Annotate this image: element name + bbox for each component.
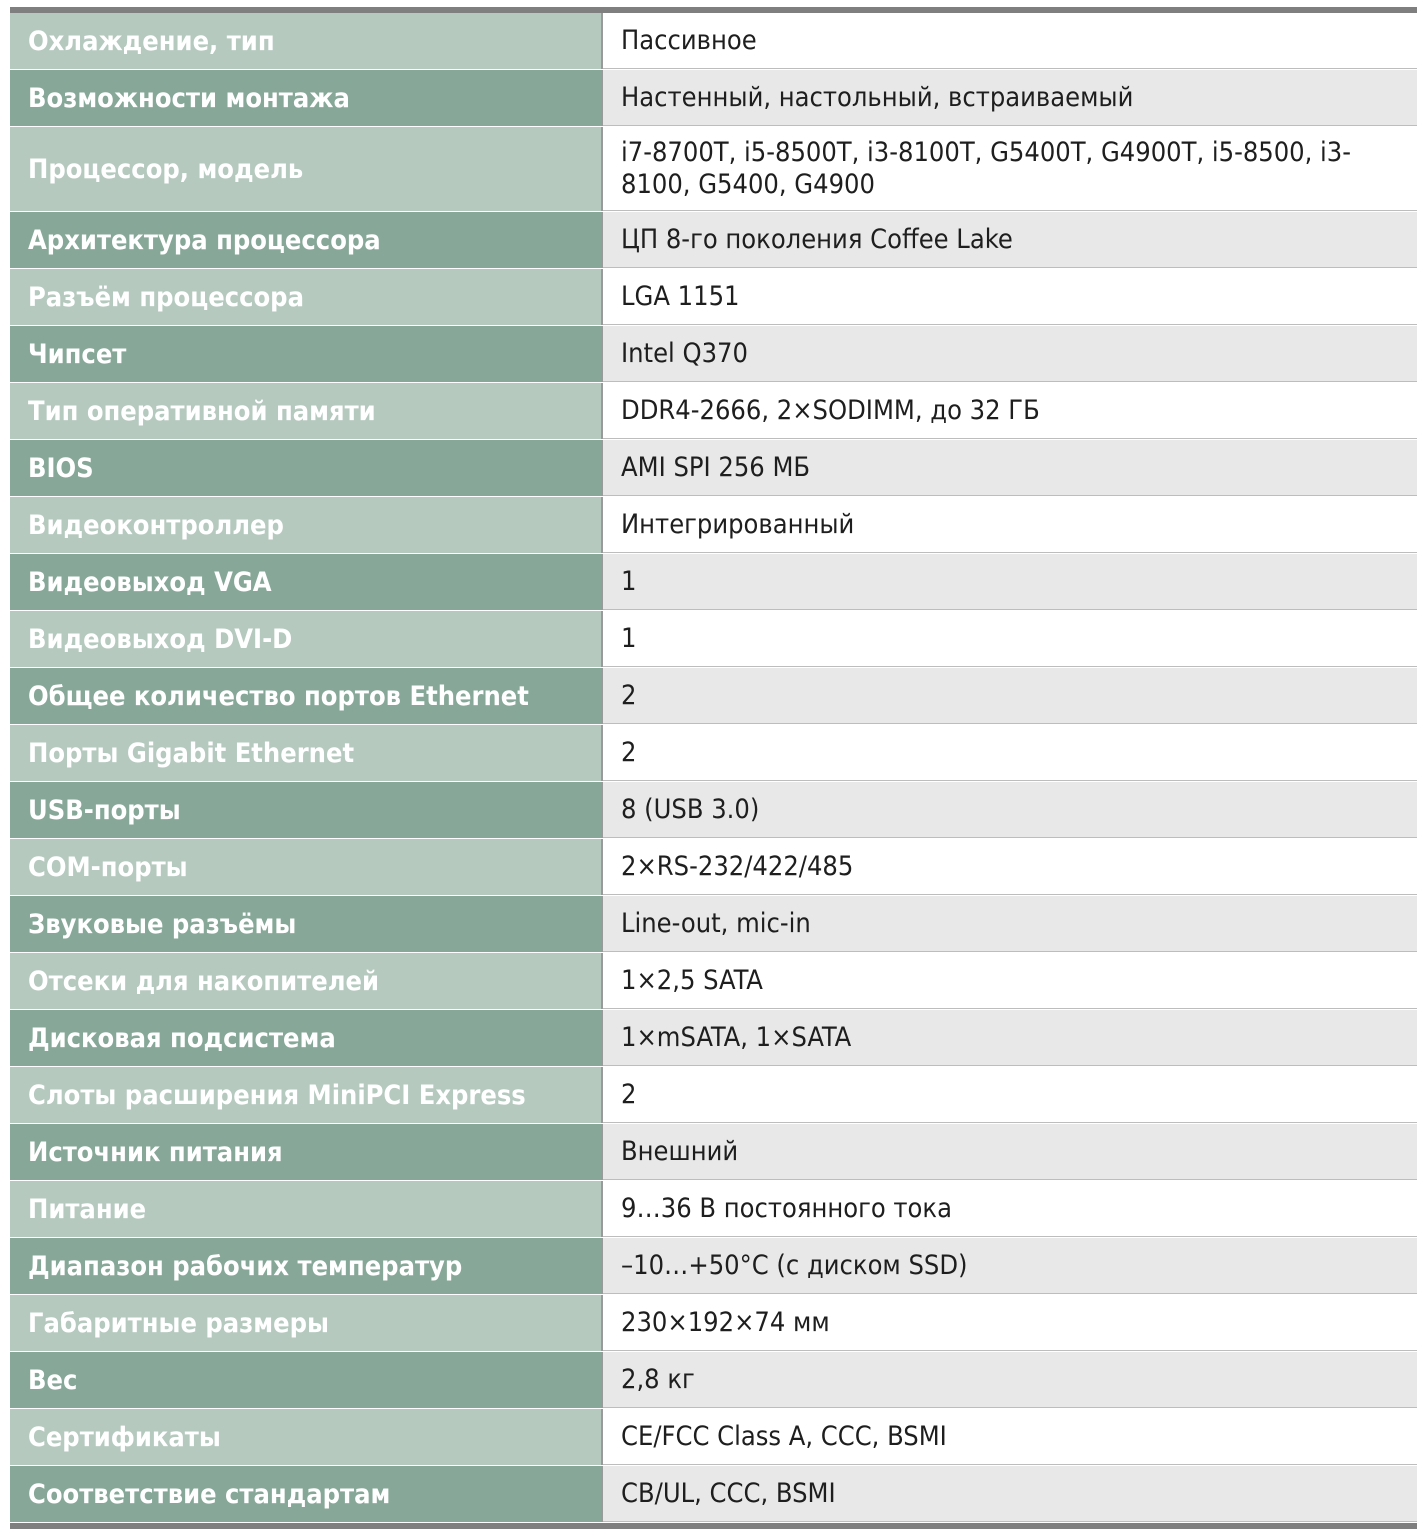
table-row: [10, 1181, 1417, 1238]
table-row: [10, 383, 1417, 440]
row-label: Процессор, модель: [10, 127, 603, 211]
row-label: Порты Gigabit Ethernet: [10, 725, 603, 781]
table-row: [10, 1067, 1417, 1124]
table-row: [10, 725, 1417, 782]
row-label: Соответствие стандартам: [10, 1466, 603, 1522]
row-value: 2,8 кг: [603, 1352, 1417, 1408]
row-label: Отсеки для накопителей: [10, 953, 603, 1009]
row-value: Line-out, mic-in: [603, 896, 1417, 952]
table-row: [10, 668, 1417, 725]
row-label: Сертификаты: [10, 1409, 603, 1465]
row-label: Общее количество портов Ethernet: [10, 668, 603, 724]
table-row: [10, 1466, 1417, 1523]
table-row: [10, 212, 1417, 269]
table-row: [10, 1409, 1417, 1466]
table-row: [10, 1238, 1417, 1295]
table-row: [10, 326, 1417, 383]
table-row: [10, 1010, 1417, 1067]
row-label: Чипсет: [10, 326, 603, 382]
row-value: ЦП 8-го поколения Coffee Lake: [603, 212, 1417, 268]
row-value: CE/FCC Class A, CCC, BSMI: [603, 1409, 1417, 1465]
row-value: –10…+50°C (с диском SSD): [603, 1238, 1417, 1294]
table-row: [10, 953, 1417, 1010]
table-row: [10, 497, 1417, 554]
row-label: COM-порты: [10, 839, 603, 895]
table-row: [10, 839, 1417, 896]
row-value: Внешний: [603, 1124, 1417, 1180]
row-value: 1×mSATA, 1×SATA: [603, 1010, 1417, 1066]
row-label: Дисковая подсистема: [10, 1010, 603, 1066]
row-label: Видеоконтроллер: [10, 497, 603, 553]
row-value: 2×RS-232/422/485: [603, 839, 1417, 895]
row-label: Вес: [10, 1352, 603, 1408]
table-row: [10, 1124, 1417, 1181]
table-row: [10, 1352, 1417, 1409]
spec-table: [10, 7, 1417, 1529]
row-label: BIOS: [10, 440, 603, 496]
row-label: Питание: [10, 1181, 603, 1237]
row-value: i7-8700T, i5-8500T, i3-8100T, G5400T, G4900T, i5-8500, i3-8100, G5400, G4900: [603, 127, 1417, 211]
row-label: Архитектура процессора: [10, 212, 603, 268]
row-label: Габаритные размеры: [10, 1295, 603, 1351]
table-row: [10, 127, 1417, 212]
row-value: Интегрированный: [603, 497, 1417, 553]
table-row: [10, 13, 1417, 70]
table-row: [10, 782, 1417, 839]
row-value: 2: [603, 725, 1417, 781]
row-value: 9…36 В постоянного тока: [603, 1181, 1417, 1237]
row-value: 2: [603, 1067, 1417, 1123]
row-label: Охлаждение, тип: [10, 13, 603, 69]
table-row: [10, 1295, 1417, 1352]
row-value: 230×192×74 мм: [603, 1295, 1417, 1351]
row-value: 8 (USB 3.0): [603, 782, 1417, 838]
row-label: Слоты расширения MiniPCI Express: [10, 1067, 603, 1123]
row-value: DDR4-2666, 2×SODIMM, до 32 ГБ: [603, 383, 1417, 439]
table-row: [10, 70, 1417, 127]
row-label: Видеовыход DVI-D: [10, 611, 603, 667]
row-value: Intel Q370: [603, 326, 1417, 382]
row-label: Возможности монтажа: [10, 70, 603, 126]
row-value: 1: [603, 554, 1417, 610]
table-row: [10, 896, 1417, 953]
row-label: Разъём процессора: [10, 269, 603, 325]
row-label: Видеовыход VGA: [10, 554, 603, 610]
row-label: Источник питания: [10, 1124, 603, 1180]
row-value: 2: [603, 668, 1417, 724]
table-row: [10, 611, 1417, 668]
row-label: Диапазон рабочих температур: [10, 1238, 603, 1294]
row-label: USB-порты: [10, 782, 603, 838]
table-row: [10, 554, 1417, 611]
row-value: 1: [603, 611, 1417, 667]
row-value: CB/UL, CCC, BSMI: [603, 1466, 1417, 1522]
table-row: [10, 440, 1417, 497]
row-label: Тип оперативной памяти: [10, 383, 603, 439]
row-label: Звуковые разъёмы: [10, 896, 603, 952]
row-value: LGA 1151: [603, 269, 1417, 325]
row-value: 1×2,5 SATA: [603, 953, 1417, 1009]
row-value: AMI SPI 256 МБ: [603, 440, 1417, 496]
table-row: [10, 269, 1417, 326]
row-value: Настенный, настольный, встраиваемый: [603, 70, 1417, 126]
row-value: Пассивное: [603, 13, 1417, 69]
